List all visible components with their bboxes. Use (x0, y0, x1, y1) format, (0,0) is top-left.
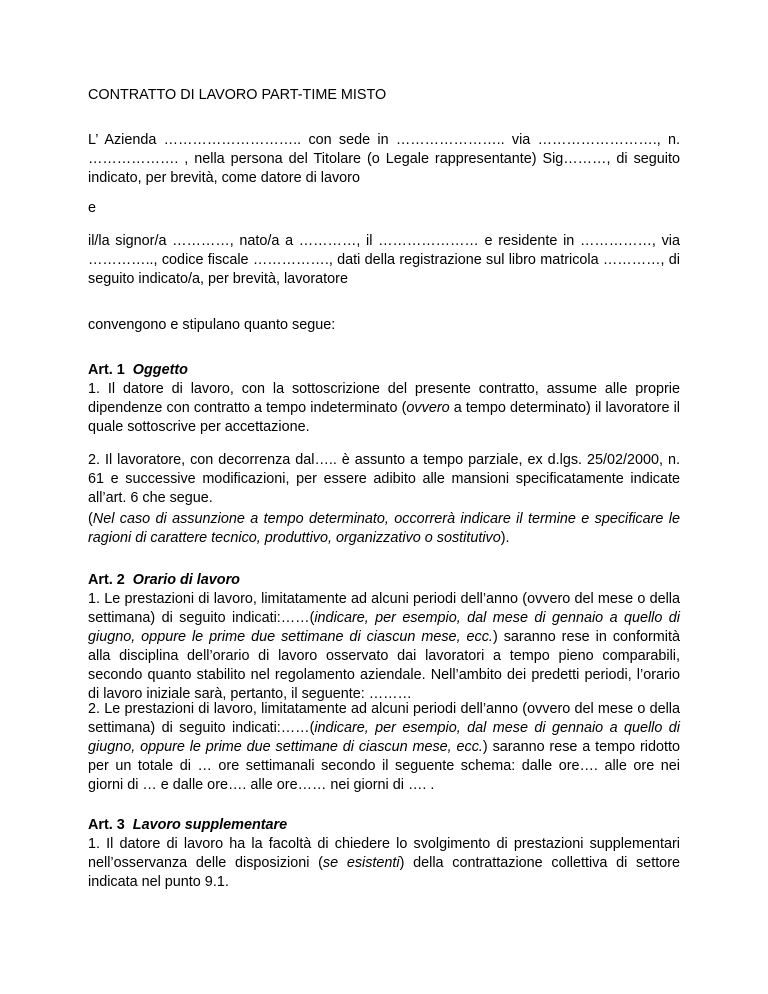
art3-number: Art. 3 (88, 817, 125, 833)
art2-p1-text-b: ) saranno rese in conformità alla disciplina dell’orario di lavoro osservato dai lavoratori a tempo pieno comparabili, secondo quanto stabilito nel regolamento aziendale. Nell’ambito dei predetti periodi, l’orario di lavoro iniziale sarà, pertanto, il seguente: ……… (88, 629, 680, 702)
art2-heading (88, 571, 240, 590)
art3-heading (88, 816, 287, 835)
employee-paragraph: il/la signor/a …………, nato/a a …………, il ………………… e residente in ……………, via ………….., codice fiscale ……………., dati della registrazione sul libro matricola …………, di seguito indicato/a, per brevità, lavoratore (88, 233, 680, 287)
art2-p1-text-em: indicare, per esempio, dal mese di gennaio a quello di giugno, oppure le prime due settimane di ciascun mese, ecc. (88, 610, 680, 645)
art1-note-open: ( (88, 511, 93, 527)
art1-note-close: ). (500, 530, 510, 546)
art2-paragraph-2 (88, 700, 680, 795)
art3-paragraph-1 (88, 835, 680, 892)
art1-p1-text-em: ovvero (406, 400, 450, 416)
intro-paragraph: convengono e stipulano quanto segue: (88, 317, 336, 333)
art1-title: Oggetto (132, 362, 188, 378)
art1-p1-text-b: a tempo determinato) il lavoratore il quale sottoscrive per accettazione. (88, 400, 680, 435)
art3-title: Lavoro supplementare (132, 817, 288, 833)
art1-note-text: Nel caso di assunzione a tempo determinato, occorrerà indicare il termine e specificare le ragioni di carattere tecnico, produttivo, organizzativo o sostitutivo (88, 511, 680, 546)
art3-p1-text-b: ) della contrattazione collettiva di settore indicata nel punto 9.1. (88, 855, 680, 890)
art1-heading (88, 361, 188, 380)
conjunction-e: e (88, 200, 97, 216)
art1-p1-text-a: 1. Il datore di lavoro, con la sottoscrizione del presente contratto, assume alle proprie dipendenze con contratto a tempo indeterminato ( (88, 381, 680, 416)
employer-paragraph: L’ Azienda ……………………….. con sede in ………………….. via ……………………., n. ………………. , nella persona del Titolare (o Legale rappresentante) Sig………, di seguito indicato, per brevità, come datore di lavoro (88, 132, 680, 186)
art1-note (88, 510, 680, 548)
art2-title: Orario di lavoro (132, 572, 240, 588)
art2-p1-text-a: 1. Le prestazioni di lavoro, limitatamente ad alcuni periodi dell’anno (ovvero del mese o della settimana) di seguito indicati:……( (88, 591, 680, 626)
art2-paragraph-1 (88, 590, 680, 704)
art3-p1-text-a: 1. Il datore di lavoro ha la facoltà di chiedere lo svolgimento di prestazioni supplementari nell’osservanza delle disposizioni ( (88, 836, 680, 871)
art3-p1-text-em: se esistenti (322, 855, 400, 871)
art1-number: Art. 1 (88, 362, 125, 378)
art2-number: Art. 2 (88, 572, 125, 588)
art2-p2-text-em: indicare, per esempio, dal mese di gennaio a quello di giugno, oppure le prime due settimane di ciascun mese, ecc. (88, 720, 680, 755)
document-title: CONTRATTO DI LAVORO PART-TIME MISTO (88, 87, 387, 103)
art1-paragraph-2: 2. Il lavoratore, con decorrenza dal….. è assunto a tempo parziale, ex d.lgs. 25/02/2000, n. 61 e successive modificazioni, per essere adibito alle mansioni specificatamente indicate all’art. 6 che segue. (88, 452, 680, 506)
art2-p2-text-a: 2. Le prestazioni di lavoro, limitatamente ad alcuni periodi dell’anno (ovvero del mese o della settimana) di seguito indicati:……( (88, 701, 680, 736)
art1-paragraph-1 (88, 380, 680, 437)
art2-p2-text-b: ) saranno rese a tempo ridotto per un totale di … ore settimanali secondo il seguente schema: dalle ore…. alle ore nei giorni di … e dalle ore…. alle ore…… nei giorni di …. . (88, 739, 681, 793)
